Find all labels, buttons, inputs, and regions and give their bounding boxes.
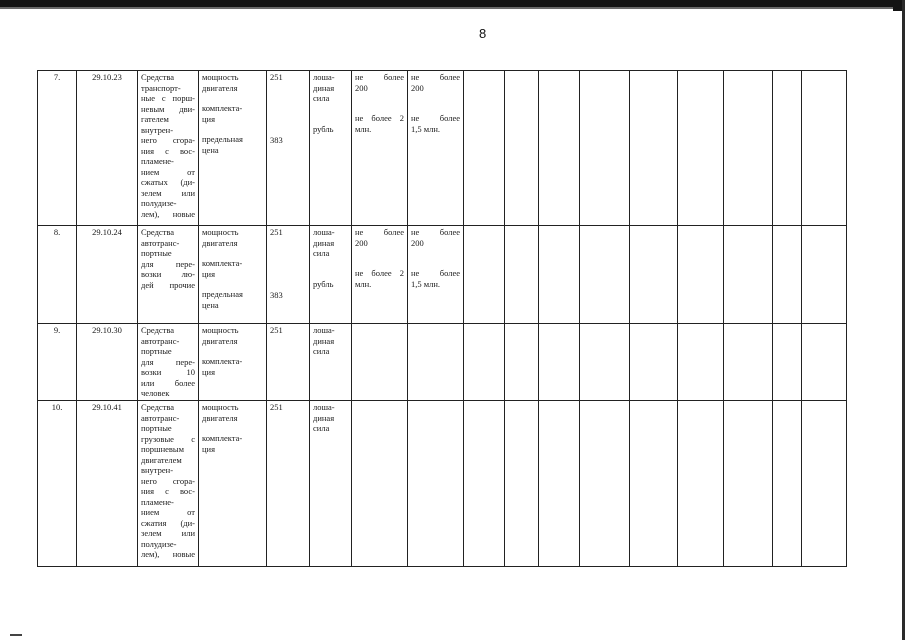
- cell-text-line: Средства: [141, 72, 175, 82]
- characteristic-cell: [199, 226, 267, 324]
- empty-cell: [802, 324, 847, 401]
- cell-text-line: 1,5 млн.: [411, 278, 441, 289]
- empty-cell: [630, 401, 678, 567]
- row-number-cell: 7.: [38, 71, 77, 226]
- cell-text-line: возки 10: [141, 367, 195, 377]
- cell-text-line: ния с вос-: [141, 145, 195, 156]
- empty-cell: [580, 401, 630, 567]
- characteristic-cell: [199, 71, 267, 226]
- okei-code-cell: [267, 401, 310, 567]
- cell-text-line: полудизе-: [141, 538, 177, 549]
- cell-text-line: 251: [270, 227, 283, 237]
- cell-text-line: ция: [202, 443, 216, 454]
- empty-cell: [773, 401, 802, 567]
- empty-cell: [678, 71, 724, 226]
- empty-cell: [539, 324, 580, 401]
- okpd-code-cell: 29.10.41: [77, 401, 138, 567]
- cell-text-line: или более: [141, 377, 195, 388]
- cell-text-line: двигателя: [202, 82, 238, 93]
- cell-text-line: дей прочие: [141, 279, 195, 290]
- cell-text-line: портные: [141, 248, 172, 258]
- cell-text-line: предельная: [202, 134, 243, 144]
- cell-text-line: Средства: [141, 227, 175, 237]
- cell-text-line: 200: [355, 237, 368, 248]
- cell-text-line: поршневым: [141, 444, 185, 454]
- scan-top-border: [0, 0, 905, 7]
- cell-text-line: нием от: [141, 507, 195, 517]
- empty-cell: [539, 71, 580, 226]
- unit-name-cell: [310, 71, 352, 226]
- cell-text-line: комплекта-: [202, 103, 243, 113]
- table-row: [38, 401, 847, 567]
- cell-text-line: пламене-: [141, 496, 174, 507]
- cell-text-line: внутрен-: [141, 124, 174, 135]
- empty-cell: [678, 324, 724, 401]
- cell-text-line: сила: [313, 346, 330, 356]
- cell-text-line: млн.: [355, 278, 372, 289]
- empty-cell: [464, 401, 505, 567]
- characteristic-cell: [199, 324, 267, 401]
- cell-text-line: двигателем: [141, 454, 182, 465]
- cell-text-line: него сгора-: [141, 135, 195, 145]
- cell-text-line: возки лю-: [141, 269, 195, 279]
- empty-cell: [802, 71, 847, 226]
- cell-text-line: не более: [411, 227, 460, 237]
- empty-cell: [464, 71, 505, 226]
- empty-cell: [724, 324, 773, 401]
- empty-cell: [773, 226, 802, 324]
- empty-cell: [678, 226, 724, 324]
- cell-text-line: не более: [411, 268, 460, 278]
- cell-text-line: двигателя: [202, 335, 238, 346]
- characteristic-cell: [199, 401, 267, 567]
- cell-text-line: сила: [313, 93, 330, 103]
- empty-cell: [580, 226, 630, 324]
- cell-text-line: цена: [202, 144, 219, 155]
- table-row: [38, 226, 847, 324]
- empty-cell: [678, 401, 724, 567]
- empty-cell: [773, 324, 802, 401]
- cell-text-line: ния с вос-: [141, 486, 195, 496]
- cell-text-line: диная: [313, 237, 335, 248]
- okei-code-cell: [267, 226, 310, 324]
- cell-text-line: ные с порш-: [141, 93, 195, 103]
- cell-text-line: 200: [411, 82, 424, 93]
- table-row: [38, 324, 847, 401]
- okpd-code-cell: 29.10.23: [77, 71, 138, 226]
- empty-cell: [464, 226, 505, 324]
- cell-text-line: диная: [313, 335, 335, 346]
- unit-name-cell: [310, 401, 352, 567]
- cell-text-line: комплекта-: [202, 258, 243, 268]
- cell-text-line: не более: [355, 227, 404, 237]
- value-cell-1: [352, 401, 408, 567]
- cell-text-line: зелем или: [141, 187, 195, 198]
- cell-text-line: мощность: [202, 402, 239, 412]
- cell-text-line: ция: [202, 268, 216, 279]
- cell-text-line: 251: [270, 325, 283, 335]
- row-number-cell: 8.: [38, 226, 77, 324]
- cell-text-line: лем), новые: [141, 208, 195, 219]
- empty-cell: [802, 226, 847, 324]
- value-cell-1: [352, 226, 408, 324]
- empty-cell: [505, 71, 539, 226]
- cell-text-line: 251: [270, 402, 283, 412]
- empty-cell: [724, 401, 773, 567]
- cell-text-line: гателем: [141, 114, 169, 124]
- cell-text-line: не более 2: [355, 268, 404, 278]
- empty-cell: [580, 324, 630, 401]
- empty-cell: [539, 226, 580, 324]
- cell-text-line: 383: [270, 289, 283, 300]
- cell-text-line: невым дви-: [141, 103, 195, 114]
- empty-cell: [773, 71, 802, 226]
- cell-text-line: не более: [355, 72, 404, 82]
- cell-text-line: нием от: [141, 166, 195, 177]
- empty-cell: [630, 226, 678, 324]
- cell-text-line: пламене-: [141, 156, 174, 166]
- cell-text-line: лем), новые: [141, 549, 195, 559]
- cell-text-line: комплекта-: [202, 356, 243, 366]
- cell-text-line: внутрен-: [141, 465, 174, 475]
- cell-text-line: зелем или: [141, 528, 195, 538]
- cell-text-line: 383: [270, 134, 283, 145]
- cell-text-line: не более: [411, 113, 460, 123]
- cell-text-line: сила: [313, 423, 330, 433]
- cell-text-line: мощность: [202, 325, 239, 335]
- cell-text-line: 251: [270, 72, 283, 82]
- cell-text-line: лоша-: [313, 402, 335, 412]
- cell-text-line: двигателя: [202, 237, 238, 248]
- cell-text-line: лоша-: [313, 72, 335, 82]
- cell-text-line: сжатия (ди-: [141, 517, 195, 528]
- cell-text-line: двигателя: [202, 412, 238, 423]
- cell-text-line: него сгора-: [141, 475, 195, 486]
- cell-text-line: рубль: [313, 123, 334, 134]
- value-cell-1: [352, 324, 408, 401]
- cell-text-line: сила: [313, 248, 330, 258]
- cell-text-line: диная: [313, 412, 335, 423]
- empty-cell: [464, 324, 505, 401]
- unit-name-cell: [310, 226, 352, 324]
- scan-top-shadow: [0, 7, 905, 9]
- specification-table: [37, 70, 847, 567]
- empty-cell: [630, 71, 678, 226]
- empty-cell: [724, 226, 773, 324]
- cell-text-line: автотранс-: [141, 237, 180, 248]
- cell-text-line: Средства: [141, 402, 175, 412]
- cell-text-line: для пере-: [141, 356, 195, 367]
- empty-cell: [724, 71, 773, 226]
- value-cell-2: [408, 324, 464, 401]
- empty-cell: [539, 401, 580, 567]
- empty-cell: [505, 226, 539, 324]
- row-number-cell: 9.: [38, 324, 77, 401]
- cell-text-line: портные: [141, 423, 172, 433]
- table-row: [38, 71, 847, 226]
- cell-text-line: 1,5 млн.: [411, 123, 441, 134]
- value-cell-1: [352, 71, 408, 226]
- cell-text-line: человек: [141, 388, 170, 398]
- page-number: 8: [479, 26, 487, 41]
- scan-bottom-mark: [10, 634, 22, 636]
- row-number-cell: 10.: [38, 401, 77, 567]
- cell-text-line: портные: [141, 346, 172, 356]
- unit-name-cell: [310, 324, 352, 401]
- cell-text-line: автотранс-: [141, 412, 180, 423]
- cell-text-line: диная: [313, 82, 335, 93]
- value-cell-2: [408, 71, 464, 226]
- cell-text-line: не более: [411, 72, 460, 82]
- empty-cell: [505, 401, 539, 567]
- cell-text-line: транспорт-: [141, 82, 181, 93]
- empty-cell: [505, 324, 539, 401]
- product-name-cell: [138, 324, 199, 401]
- value-cell-2: [408, 401, 464, 567]
- cell-text-line: млн.: [355, 123, 372, 134]
- cell-text-line: лоша-: [313, 227, 335, 237]
- product-name-cell: [138, 71, 199, 226]
- cell-text-line: автотранс-: [141, 335, 180, 346]
- product-name-cell: [138, 226, 199, 324]
- cell-text-line: Средства: [141, 325, 175, 335]
- cell-text-line: предельная: [202, 289, 243, 299]
- okpd-code-cell: 29.10.24: [77, 226, 138, 324]
- cell-text-line: 200: [355, 82, 368, 93]
- cell-text-line: грузовые с: [141, 433, 195, 444]
- cell-text-line: сжатых (ди-: [141, 177, 195, 187]
- empty-cell: [802, 401, 847, 567]
- product-name-cell: [138, 401, 199, 567]
- cell-text-line: для пере-: [141, 258, 195, 269]
- cell-text-line: цена: [202, 299, 219, 310]
- okpd-code-cell: 29.10.30: [77, 324, 138, 401]
- empty-cell: [630, 324, 678, 401]
- cell-text-line: 200: [411, 237, 424, 248]
- cell-text-line: не более 2: [355, 113, 404, 123]
- okei-code-cell: [267, 71, 310, 226]
- cell-text-line: ция: [202, 113, 216, 124]
- cell-text-line: лоша-: [313, 325, 335, 335]
- value-cell-2: [408, 226, 464, 324]
- cell-text-line: мощность: [202, 227, 239, 237]
- cell-text-line: полудизе-: [141, 198, 177, 208]
- cell-text-line: комплекта-: [202, 433, 243, 443]
- cell-text-line: рубль: [313, 278, 334, 289]
- empty-cell: [580, 71, 630, 226]
- cell-text-line: ция: [202, 366, 216, 377]
- cell-text-line: мощность: [202, 72, 239, 82]
- okei-code-cell: [267, 324, 310, 401]
